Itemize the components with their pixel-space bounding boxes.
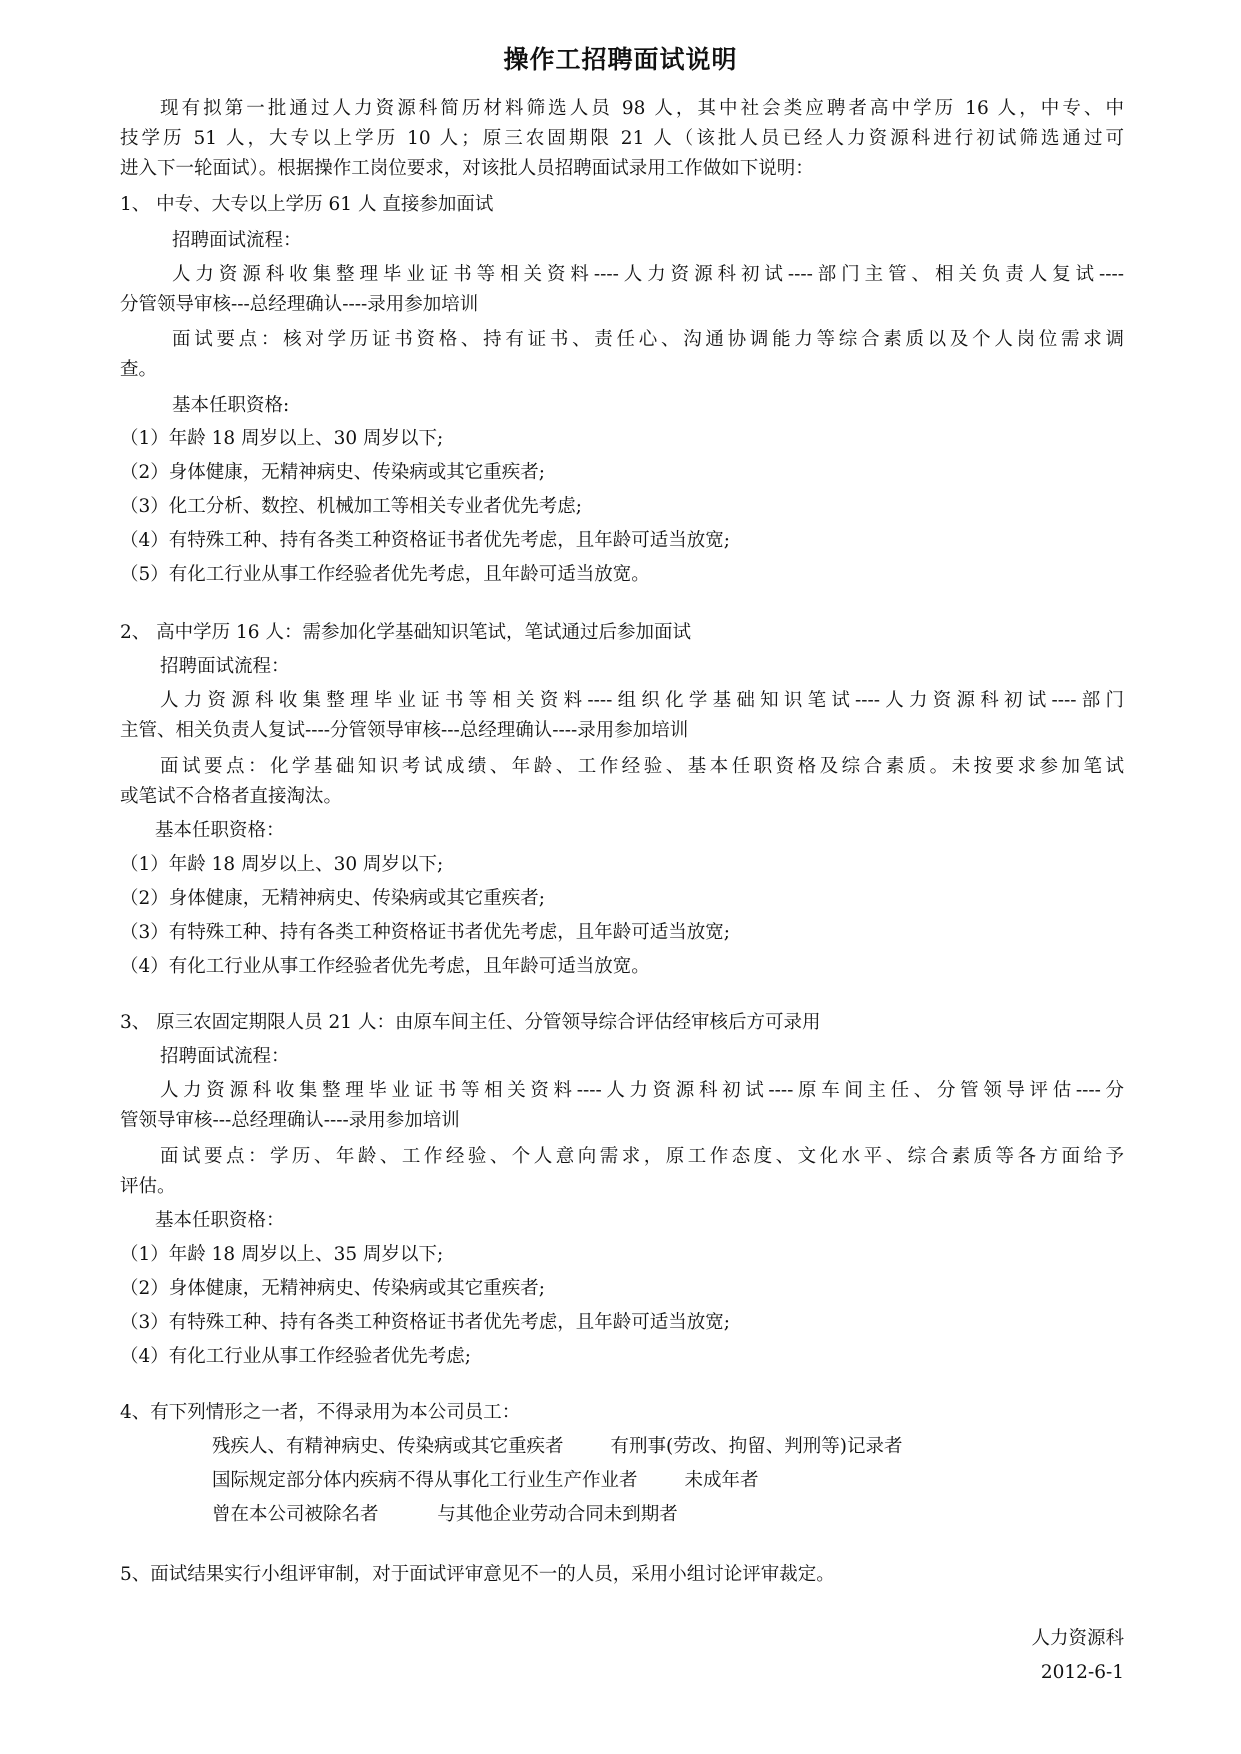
section3-points-line-2: 评估。 — [120, 1176, 176, 1197]
section2-points-line-1: 面试要点：化学基础知识考试成绩、年龄、工作经验、基本任职资格及综合素质。未按要求参加笔试 — [160, 756, 1124, 777]
section2-qual-label: 基本任职资格： — [155, 820, 285, 841]
section5-text: 5、面试结果实行小组评审制，对于面试评审意见不一的人员，采用小组讨论评审裁定。 — [120, 1564, 835, 1585]
section3-qual-2: （2）身体健康，无精神病史、传染病或其它重疾者; — [120, 1278, 546, 1299]
section2-heading: 2、 高中学历 16 人：需参加化学基础知识笔试，笔试通过后参加面试 — [120, 622, 691, 643]
section1-heading: 1、 中专、大专以上学历 61 人 直接参加面试 — [120, 194, 494, 215]
section4-item-2: 国际规定部分体内疾病不得从事化工行业生产作业者 未成年者 — [212, 1470, 759, 1491]
section1-qual-label: 基本任职资格: — [172, 395, 290, 416]
intro-line-2: 技学历 51 人，大专以上学历 10 人；原三农固期限 21 人（该批人员已经人力资源科进行初试筛选通过可 — [120, 128, 1124, 149]
section1-qual-3: （3）化工分析、数控、机械加工等相关专业者优先考虑; — [120, 496, 583, 517]
section1-qual-2: （2）身体健康，无精神病史、传染病或其它重疾者; — [120, 462, 546, 483]
section3-points-line-1: 面试要点：学历、年龄、工作经验、个人意向需求，原工作态度、文化水平、综合素质等各方面给予 — [160, 1146, 1124, 1167]
section1-points-line-1: 面试要点：核对学历证书资格、持有证书、责任心、沟通协调能力等综合素质以及个人岗位需求调 — [172, 329, 1124, 350]
section2-qual-4: （4）有化工行业从事工作经验者优先考虑，且年龄可适当放宽。 — [120, 956, 650, 977]
section2-points-line-2: 或笔试不合格者直接淘汰。 — [120, 786, 343, 807]
section4-item-1: 残疾人、有精神病史、传染病或其它重疾者 有刑事(劳改、拘留、判刑等)记录者 — [212, 1436, 903, 1457]
section3-qual-1: （1）年龄 18 周岁以上、35 周岁以下; — [120, 1244, 444, 1265]
section2-qual-3: （3）有特殊工种、持有各类工种资格证书者优先考虑，且年龄可适当放宽; — [120, 922, 731, 943]
section3-flow-line-2: 管领导审核---总经理确认----录用参加培训 — [120, 1110, 460, 1131]
section3-flow-line-1: 人力资源科收集整理毕业证书等相关资料----人力资源科初试----原车间主任、分管领导评估----分 — [160, 1080, 1124, 1101]
signature-department: 人力资源科 — [1031, 1628, 1124, 1649]
section1-qual-5: （5）有化工行业从事工作经验者优先考虑，且年龄可适当放宽。 — [120, 564, 650, 585]
section1-flow-line-1: 人力资源科收集整理毕业证书等相关资料----人力资源科初试----部门主管、相关负责人复试---- — [172, 264, 1124, 285]
section2-flow-line-2: 主管、相关负责人复试----分管领导审核---总经理确认----录用参加培训 — [120, 720, 689, 741]
section2-flow-label: 招聘面试流程： — [160, 656, 290, 677]
section2-qual-1: （1）年龄 18 周岁以上、30 周岁以下; — [120, 854, 444, 875]
document-title: 操作工招聘面试说明 — [503, 45, 738, 74]
section1-points-line-2: 查。 — [120, 359, 158, 380]
section4-item-3: 曾在本公司被除名者 与其他企业劳动合同未到期者 — [212, 1504, 678, 1525]
section3-qual-4: （4）有化工行业从事工作经验者优先考虑; — [120, 1346, 472, 1367]
section4-heading: 4、有下列情形之一者，不得录用为本公司员工： — [120, 1402, 521, 1423]
section2-qual-2: （2）身体健康，无精神病史、传染病或其它重疾者; — [120, 888, 546, 909]
intro-line-3: 进入下一轮面试）。根据操作工岗位要求，对该批人员招聘面试录用工作做如下说明： — [120, 158, 814, 179]
section1-flow-label: 招聘面试流程： — [172, 230, 302, 251]
section1-qual-1: （1）年龄 18 周岁以上、30 周岁以下; — [120, 428, 444, 449]
section2-flow-line-1: 人力资源科收集整理毕业证书等相关资料----组织化学基础知识笔试----人力资源科初试----部门 — [160, 690, 1124, 711]
signature-date: 2012-6-1 — [1040, 1662, 1124, 1683]
intro-line-1: 现有拟第一批通过人力资源科简历材料筛选人员 98 人，其中社会类应聘者高中学历 16 人，中专、中 — [160, 98, 1124, 119]
section3-heading: 3、 原三农固定期限人员 21 人：由原车间主任、分管领导综合评估经审核后方可录用 — [120, 1012, 821, 1033]
section1-qual-4: （4）有特殊工种、持有各类工种资格证书者优先考虑，且年龄可适当放宽; — [120, 530, 731, 551]
section3-qual-label: 基本任职资格： — [155, 1210, 285, 1231]
section3-qual-3: （3）有特殊工种、持有各类工种资格证书者优先考虑，且年龄可适当放宽; — [120, 1312, 731, 1333]
section3-flow-label: 招聘面试流程： — [160, 1046, 290, 1067]
section1-flow-line-2: 分管领导审核---总经理确认----录用参加培训 — [120, 294, 479, 315]
